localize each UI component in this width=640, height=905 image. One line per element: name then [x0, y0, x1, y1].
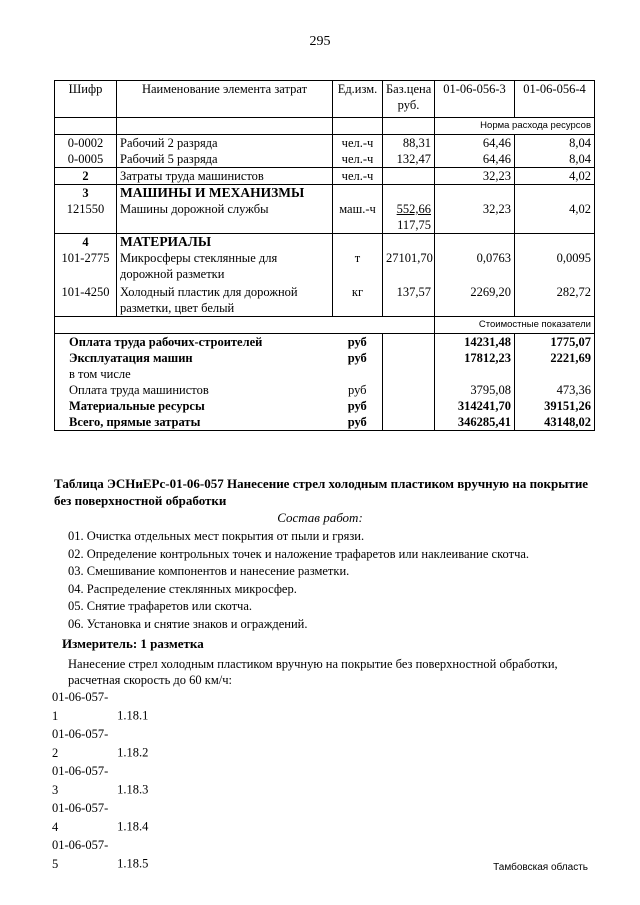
section-heading: МАТЕРИАЛЫ — [117, 234, 333, 251]
list-item: 06. Установка и снятие знаков и ограждений. — [68, 616, 308, 631]
code: 01-06-057-1 — [52, 690, 109, 723]
row-name: Машины дорожной службы — [117, 201, 333, 234]
list-item — [52, 688, 148, 725]
table-row — [55, 135, 595, 152]
works-list — [68, 528, 529, 633]
list-item — [52, 762, 148, 799]
row-name: Микросферы стеклянные для дорожной разметки — [117, 250, 333, 282]
code-list — [52, 688, 148, 873]
summary-value-3: 17812,23 — [435, 350, 515, 366]
header-code: Шифр — [55, 81, 117, 118]
code-value: 1.18.4 — [117, 819, 149, 834]
summary-unit: руб — [347, 399, 367, 413]
row-code: 0-0002 — [55, 135, 117, 152]
code-value: 1.18.5 — [117, 856, 149, 871]
row-price: 88,31 — [383, 135, 435, 152]
table-row — [55, 151, 595, 168]
row-value-3: 0,0763 — [435, 250, 515, 282]
list-item: 04. Распределение стеклянных микросфер. — [68, 581, 297, 596]
row-price: 27101,70 — [383, 250, 435, 282]
row-value-4: 4,02 — [515, 201, 595, 234]
row-code: 0-0005 — [55, 151, 117, 168]
row-price — [383, 201, 435, 234]
list-item: 03. Смешивание компонентов и нанесение разметки. — [68, 564, 350, 578]
row-price: 137,57 — [383, 282, 435, 317]
summary-value-3: 3795,08 — [435, 382, 515, 398]
row-name: Холодный пластик для дорожной разметки, цвет белый — [117, 282, 333, 317]
norm-caption: Норма расхода ресурсов — [435, 118, 595, 135]
row-value-4: 8,04 — [515, 151, 595, 168]
row-value-3: 32,23 — [435, 168, 515, 185]
row-unit: чел.-ч — [333, 151, 383, 168]
resource-table — [54, 80, 595, 431]
row-value-4: 8,04 — [515, 135, 595, 152]
cost-caption: Стоимостные показатели — [435, 317, 595, 334]
list-item: 02. Определение контрольных точек и наложение трафаретов или наклеивание скотча. — [68, 546, 530, 561]
row-value-4: 0,0095 — [515, 250, 595, 282]
summary-unit: руб — [333, 334, 383, 351]
code: 01-06-057-3 — [52, 764, 109, 797]
code: 01-06-057-5 — [52, 838, 109, 871]
list-item — [52, 725, 148, 762]
row-name: Рабочий 5 разряда — [117, 151, 333, 168]
code: 01-06-057-2 — [52, 727, 109, 760]
header-name: Наименование элемента затрат — [117, 81, 333, 118]
list-item — [52, 799, 148, 836]
description: Нанесение стрел холодным пластиком вручную на покрытие без поверхностной обработки, расчетная скорость до 60 км/ч: — [68, 657, 558, 687]
table-header-row — [55, 81, 595, 118]
summary-value-3: 314241,70 — [435, 398, 515, 414]
page-number: 295 — [309, 34, 331, 49]
header-col-3: 01-06-056-3 — [435, 81, 515, 118]
summary-row — [55, 334, 595, 351]
row-unit: маш.-ч — [333, 201, 383, 234]
row-value-3: 2269,20 — [435, 282, 515, 317]
summary-name: Материальные ресурсы — [55, 398, 333, 414]
summary-row — [55, 350, 595, 366]
summary-value-3: 346285,41 — [435, 414, 515, 431]
summary-name: Оплата труда машинистов — [55, 382, 333, 398]
row-price-machine: 552,66 — [396, 202, 431, 216]
header-col-4: 01-06-056-4 — [515, 81, 595, 118]
row-code: 2 — [55, 168, 117, 185]
summary-unit: руб — [333, 414, 383, 431]
section-title: Таблица ЭСНиЕРс-01-06-057 Нанесение стрел холодным пластиком вручную на покрытие без поверхностной обработки — [54, 476, 589, 508]
summary-row — [55, 382, 595, 398]
summary-value-4: 2221,69 — [515, 350, 595, 366]
row-value-4: 4,02 — [515, 168, 595, 185]
row-value-3: 64,46 — [435, 151, 515, 168]
row-price-labour: 117,75 — [397, 218, 431, 232]
summary-row — [55, 398, 595, 414]
summary-row — [55, 414, 595, 431]
table-row — [55, 201, 595, 234]
summary-name: Оплата труда рабочих-строителей — [55, 334, 333, 351]
header-unit: Ед.изм. — [333, 81, 383, 118]
summary-value-4: 1775,07 — [515, 334, 595, 351]
row-code: 4 — [55, 234, 117, 251]
row-name: Затраты труда машинистов — [117, 168, 333, 185]
list-item: 05. Снятие трафаретов или скотча. — [68, 599, 253, 613]
row-value-3: 32,23 — [435, 201, 515, 234]
table-row — [55, 168, 595, 185]
summary-unit: руб — [347, 351, 367, 365]
summary-value-4: 43148,02 — [515, 414, 595, 431]
row-unit: чел.-ч — [333, 168, 383, 185]
summary-value-3: 14231,48 — [435, 334, 515, 351]
summary-value-4: 473,36 — [515, 382, 595, 398]
norm-caption-row — [55, 118, 595, 135]
row-unit: т — [333, 250, 383, 282]
code-value: 1.18.2 — [117, 745, 149, 760]
section-row — [55, 185, 595, 202]
footer-region: Тамбовская область — [493, 862, 588, 873]
table-row — [55, 250, 595, 282]
header-price: Баз.цена руб. — [383, 81, 435, 118]
list-item — [52, 836, 148, 873]
row-name: Рабочий 2 разряда — [117, 135, 333, 152]
row-unit: чел.-ч — [333, 135, 383, 152]
code-value: 1.18.1 — [117, 708, 149, 723]
section-heading: МАШИНЫ И МЕХАНИЗМЫ — [117, 185, 333, 202]
cost-caption-row — [55, 317, 595, 334]
row-code: 101-4250 — [55, 282, 117, 317]
measure-unit: Измеритель: 1 разметка — [62, 636, 204, 651]
row-unit: кг — [333, 282, 383, 317]
summary-unit: руб — [347, 383, 367, 397]
works-heading: Состав работ: — [277, 510, 363, 525]
summary-name: Эксплуатация машин — [55, 350, 333, 366]
summary-value-4: 39151,26 — [515, 398, 595, 414]
section-row — [55, 234, 595, 251]
summary-row — [55, 366, 595, 382]
code-value: 1.18.3 — [117, 782, 149, 797]
summary-name: в том числе — [55, 366, 333, 382]
list-item: 01. Очистка отдельных мест покрытия от пыли и грязи. — [68, 529, 365, 543]
row-code: 3 — [55, 185, 117, 202]
row-code: 101-2775 — [55, 250, 117, 282]
table-row — [55, 282, 595, 317]
row-price: 132,47 — [383, 151, 435, 168]
row-price — [383, 168, 435, 185]
code: 01-06-057-4 — [52, 801, 109, 834]
summary-name: Всего, прямые затраты — [55, 414, 333, 431]
row-code: 121550 — [55, 201, 117, 234]
row-value-4: 282,72 — [515, 282, 595, 317]
row-value-3: 64,46 — [435, 135, 515, 152]
